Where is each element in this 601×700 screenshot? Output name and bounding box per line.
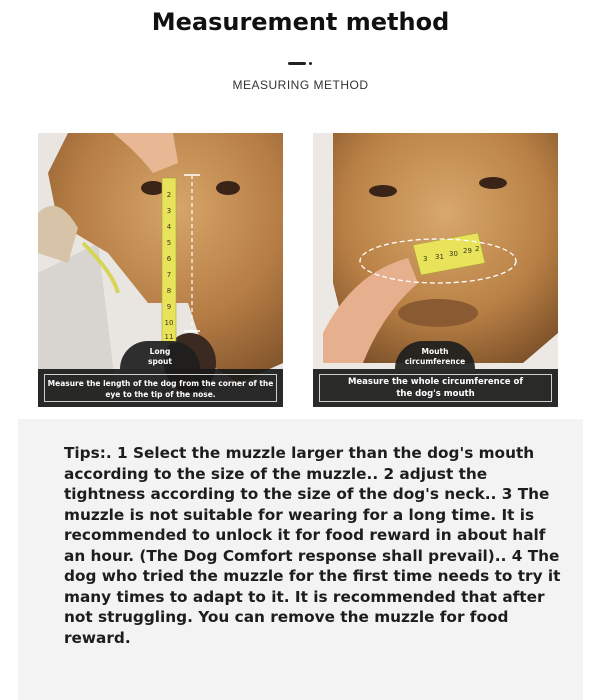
- svg-text:6: 6: [166, 255, 172, 263]
- snout-label-line2: spout: [148, 357, 172, 366]
- page-title: Measurement method: [151, 8, 450, 36]
- mouth-label: [395, 341, 475, 369]
- mouth-caption-line1: Measure the whole circumference of: [347, 377, 524, 387]
- snout-length-photo: [38, 133, 283, 407]
- mouth-caption: [319, 374, 552, 402]
- snout-label-line1: Long: [149, 347, 171, 356]
- svg-text:9: 9: [166, 303, 172, 311]
- snout-caption-line2: eye to the tip of the nose.: [105, 390, 216, 399]
- mouth-label-line1: Mouth: [421, 347, 449, 356]
- title-divider-dot: [309, 62, 312, 65]
- mouth-caption-line2: the dog's mouth: [396, 388, 475, 399]
- svg-text:31: 31: [435, 253, 444, 261]
- mouth-caption-bar: [313, 369, 558, 407]
- mouth-circumference-photo: [313, 133, 558, 407]
- snout-caption-bar: [38, 369, 283, 407]
- svg-text:2: 2: [475, 245, 480, 253]
- svg-text:3: 3: [166, 207, 172, 215]
- svg-text:11: 11: [164, 333, 174, 341]
- mouth-label-line2: circumference: [404, 357, 466, 366]
- svg-text:4: 4: [166, 223, 172, 231]
- snout-label: [120, 341, 200, 369]
- snout-caption: [44, 374, 277, 402]
- svg-text:30: 30: [449, 250, 458, 258]
- title-divider: [288, 62, 306, 65]
- page-subtitle: MEASURING METHOD: [232, 78, 369, 92]
- svg-text:3: 3: [423, 255, 428, 263]
- svg-text:7: 7: [166, 271, 172, 279]
- svg-text:29: 29: [463, 247, 472, 255]
- snout-caption-line1: Measure the length of the dog from the corner of the: [47, 379, 274, 388]
- svg-text:10: 10: [164, 319, 174, 327]
- svg-text:8: 8: [166, 287, 172, 295]
- svg-text:2: 2: [166, 191, 172, 199]
- tips-text: Tips:. 1 Select the muzzle larger than the dog's mouth according to the size of the muzzle.. 2 adjust the tightness according to the size of the dog's neck.. 3 The muzzle is not suitable for wearing for a long time. It is recommended to unlock it for food reward in about half an hour. (The Dog Comfort response shall prevail).. 4 The dog who tried the muzzle for the first time needs to try it many times to adapt to it. It is recommended that after not struggling. You can remove the muzzle for food reward.: [64, 444, 561, 647]
- svg-text:5: 5: [166, 239, 172, 247]
